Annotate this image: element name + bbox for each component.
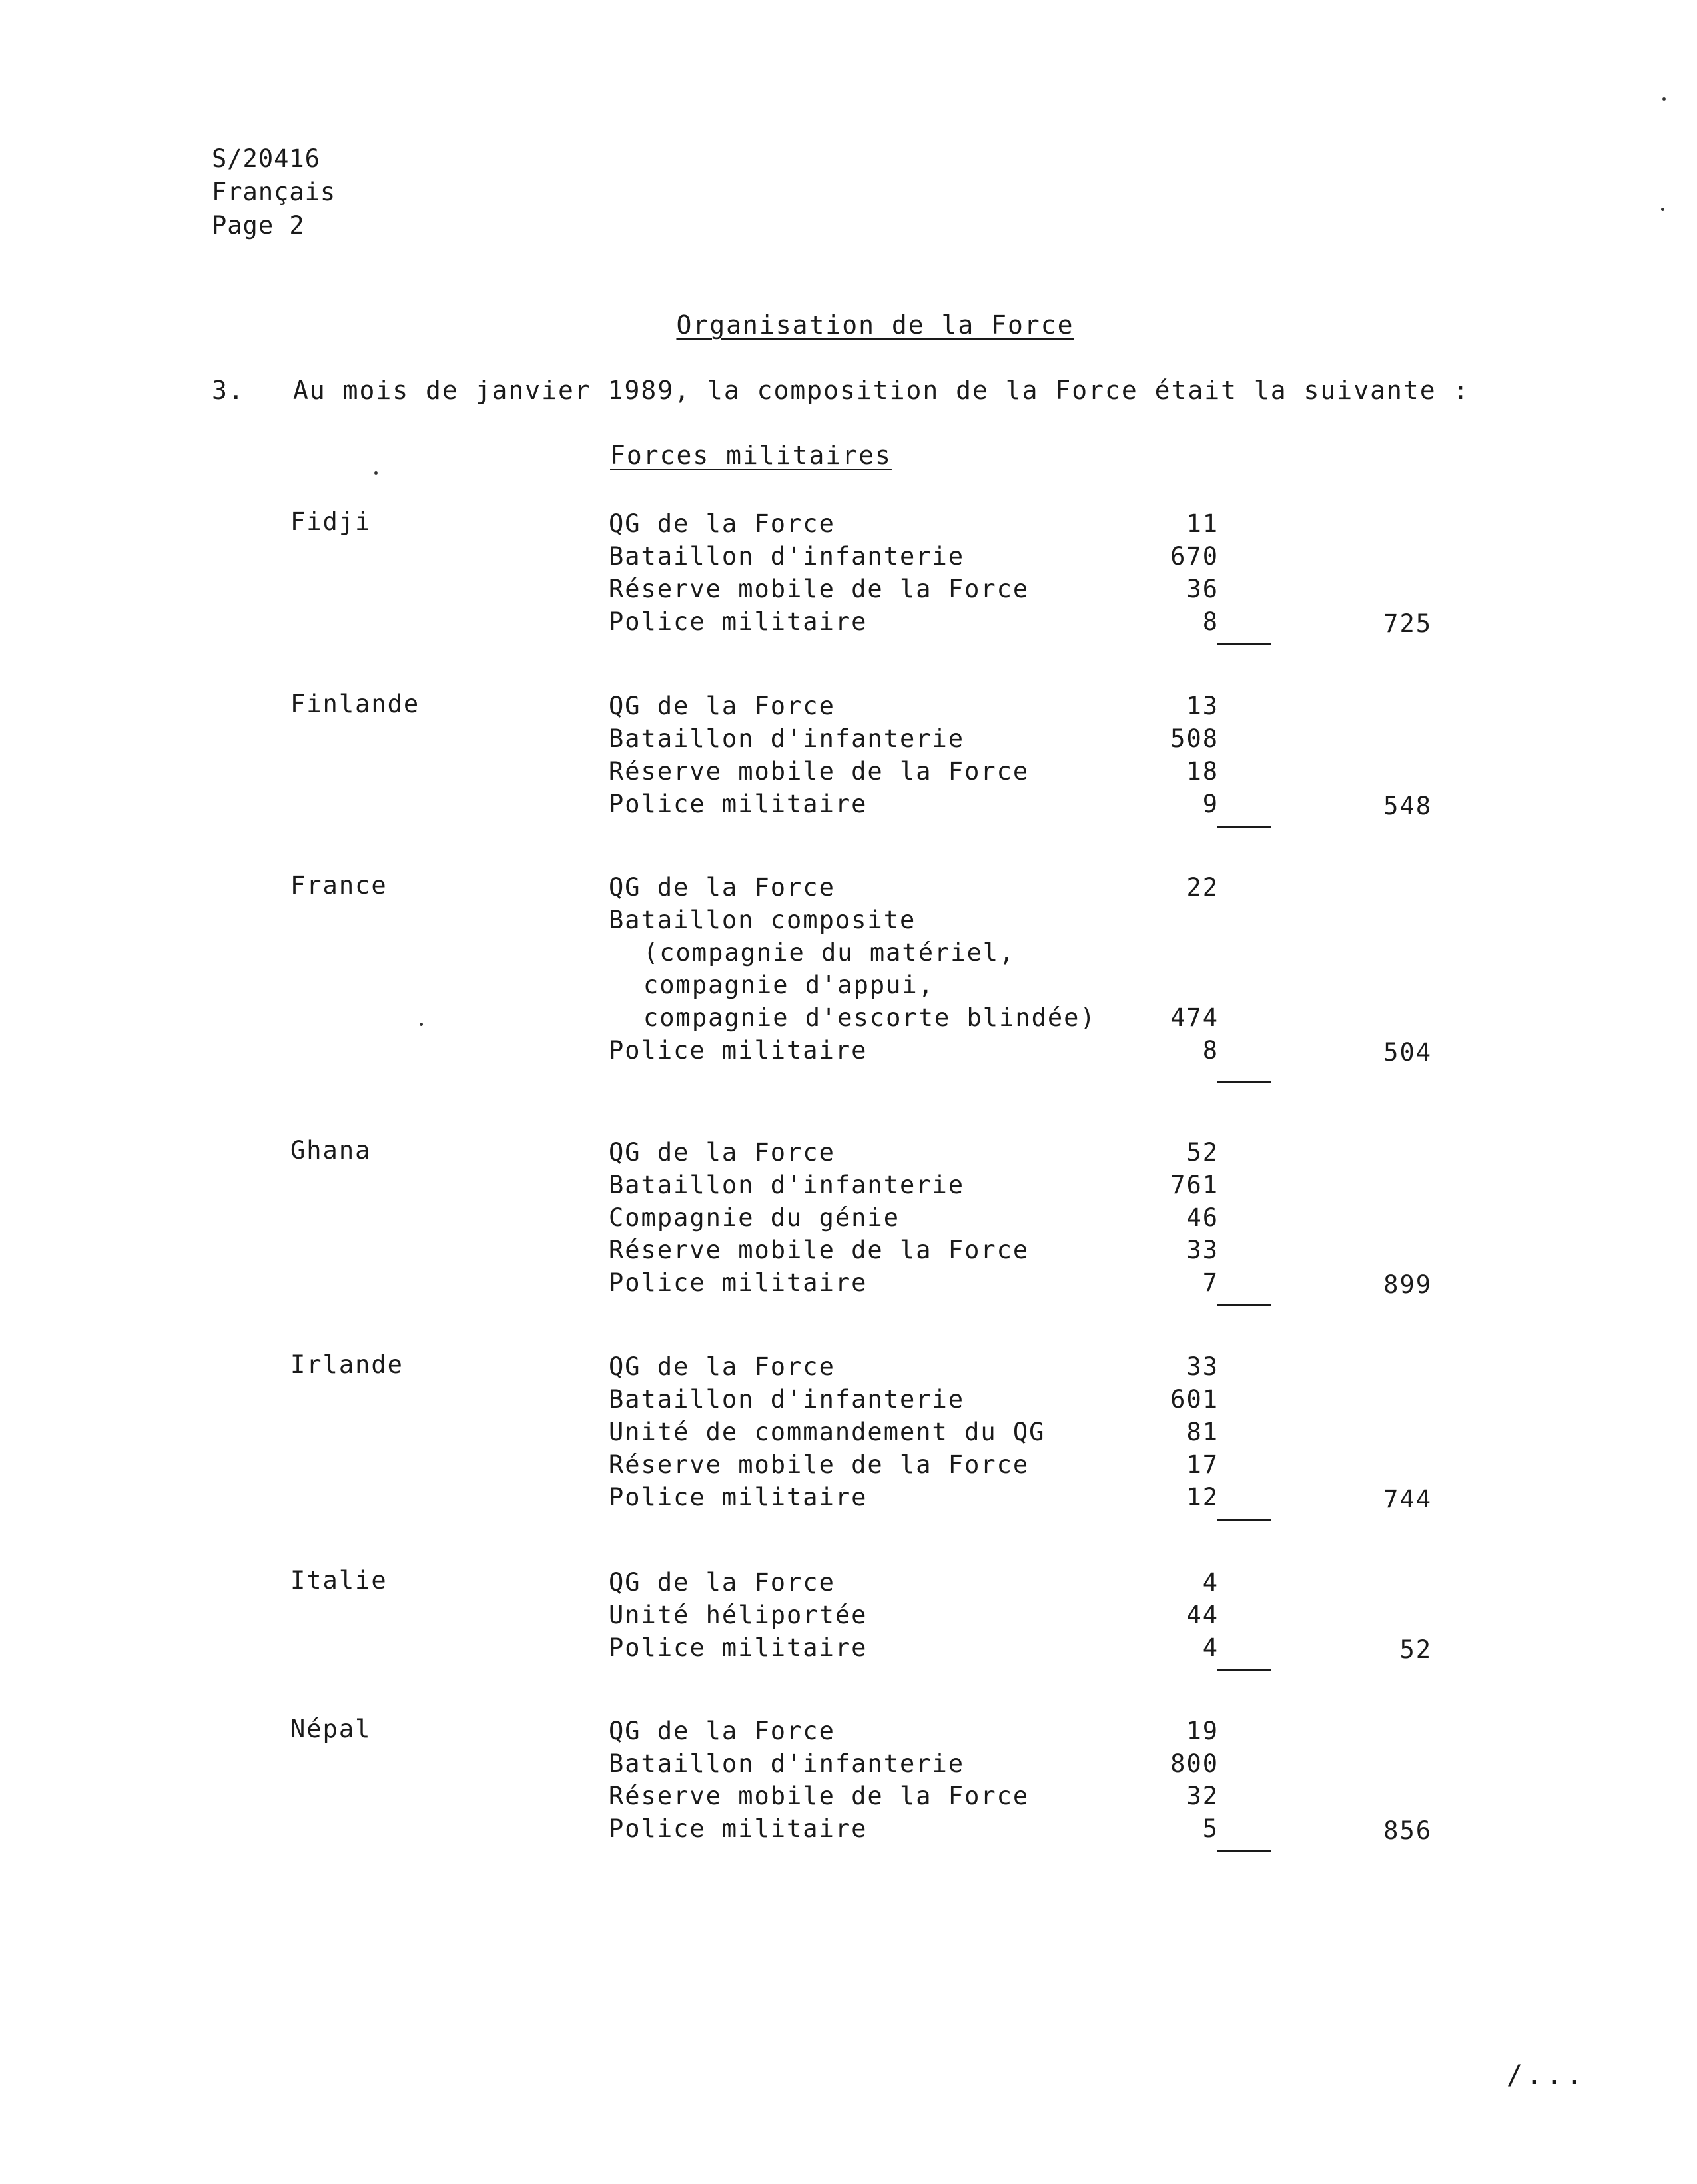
- unit-count: 508: [1170, 724, 1219, 753]
- scan-speck: [1661, 208, 1664, 211]
- subtotal-rule: [1217, 643, 1271, 645]
- paragraph-text: Au mois de janvier 1989, la composition de la Force était la suivante :: [293, 376, 1470, 405]
- unit-list: [609, 871, 1275, 1067]
- unit-row: [609, 722, 1275, 755]
- unit-label: QG de la Force: [609, 873, 835, 902]
- unit-label: QG de la Force: [609, 1138, 835, 1167]
- unit-row: [609, 1201, 1275, 1234]
- unit-label: Bataillon d'infanterie: [609, 1171, 965, 1199]
- unit-row: [609, 1383, 1275, 1416]
- country-total: 744: [1383, 1485, 1432, 1513]
- unit-count: 22: [1186, 873, 1219, 902]
- unit-count: 12: [1186, 1483, 1219, 1511]
- unit-label: Police militaire: [609, 1268, 868, 1297]
- unit-row: [609, 1001, 1275, 1034]
- unit-count: 670: [1170, 542, 1219, 571]
- subtotal-rule: [1217, 1669, 1271, 1671]
- unit-count: 44: [1186, 1601, 1219, 1629]
- unit-label: Bataillon d'infanterie: [609, 542, 965, 571]
- subtotal-rule: [1217, 826, 1271, 828]
- unit-label: Réserve mobile de la Force: [609, 757, 1030, 786]
- unit-row: [609, 507, 1275, 540]
- unit-row: [609, 1034, 1275, 1067]
- unit-label: Police militaire: [609, 1814, 868, 1843]
- unit-row: [609, 1169, 1275, 1201]
- unit-count: 33: [1186, 1352, 1219, 1381]
- subtotal-rule: [1217, 1081, 1271, 1083]
- unit-row: [609, 1481, 1275, 1513]
- unit-row: [609, 1416, 1275, 1448]
- subtotal-rule: [1217, 1850, 1271, 1852]
- unit-count: 5: [1202, 1814, 1219, 1843]
- unit-row: [609, 1599, 1275, 1631]
- country-name: Italie: [290, 1566, 388, 1595]
- unit-row: [609, 1747, 1275, 1780]
- scan-speck: [374, 471, 378, 475]
- unit-row: [609, 1812, 1275, 1845]
- unit-label: Réserve mobile de la Force: [609, 1782, 1030, 1810]
- unit-label: Bataillon d'infanterie: [609, 724, 965, 753]
- document-language: Français: [212, 178, 336, 206]
- unit-label: Police militaire: [609, 607, 868, 636]
- country-name: France: [290, 871, 388, 900]
- unit-list: [609, 690, 1275, 820]
- unit-label: Unité de commandement du QG: [609, 1418, 1046, 1446]
- unit-count: 8: [1202, 1036, 1219, 1065]
- unit-count: 9: [1202, 790, 1219, 818]
- unit-label: Police militaire: [609, 1036, 868, 1065]
- unit-count: 52: [1186, 1138, 1219, 1167]
- unit-label: QG de la Force: [609, 1568, 835, 1597]
- unit-count: 800: [1170, 1749, 1219, 1778]
- country-name: Irlande: [290, 1350, 404, 1379]
- document-header: [212, 142, 336, 242]
- section-title-text: Organisation de la Force: [676, 310, 1074, 340]
- unit-list: [609, 1715, 1275, 1845]
- unit-label: Unité héliportée: [609, 1601, 868, 1629]
- unit-label: Police militaire: [609, 790, 868, 818]
- unit-count: 46: [1186, 1203, 1219, 1232]
- unit-row: [609, 1566, 1275, 1599]
- document-symbol: S/20416: [212, 144, 320, 173]
- country-total: 899: [1383, 1270, 1432, 1299]
- section-title: [0, 310, 1697, 340]
- unit-list: [609, 1350, 1275, 1513]
- unit-label: Réserve mobile de la Force: [609, 1450, 1030, 1479]
- unit-count: 13: [1186, 692, 1219, 720]
- continuation-mark: /...: [1507, 2060, 1587, 2091]
- subtotal-rule: [1217, 1519, 1271, 1521]
- country-name: Fidji: [290, 507, 372, 536]
- unit-row: [609, 788, 1275, 820]
- unit-count: 32: [1186, 1782, 1219, 1810]
- unit-label: Bataillon composite: [609, 906, 916, 934]
- unit-row: [609, 540, 1275, 573]
- unit-row: [609, 969, 1275, 1001]
- unit-list: [609, 1136, 1275, 1299]
- scan-speck: [1662, 97, 1666, 101]
- unit-label: QG de la Force: [609, 692, 835, 720]
- unit-label: (compagnie du matériel,: [643, 938, 1016, 967]
- unit-row: [609, 690, 1275, 722]
- unit-row: [609, 904, 1275, 936]
- page-number: Page 2: [212, 211, 305, 240]
- unit-count: 11: [1186, 509, 1219, 538]
- unit-label: Police militaire: [609, 1633, 868, 1662]
- unit-count: 81: [1186, 1418, 1219, 1446]
- unit-label: Réserve mobile de la Force: [609, 575, 1030, 603]
- paragraph-number: 3.: [212, 376, 245, 405]
- country-total: 856: [1383, 1816, 1432, 1845]
- scan-speck: [420, 1023, 423, 1026]
- country-name: Finlande: [290, 690, 420, 718]
- country-total: 725: [1383, 609, 1432, 638]
- unit-list: [609, 1566, 1275, 1664]
- unit-label: Bataillon d'infanterie: [609, 1749, 965, 1778]
- unit-count: 7: [1202, 1268, 1219, 1297]
- unit-row: [609, 573, 1275, 605]
- subsection-title: Forces militaires: [610, 441, 892, 470]
- unit-row: [609, 1448, 1275, 1481]
- unit-row: [609, 1234, 1275, 1266]
- subtotal-rule: [1217, 1304, 1271, 1306]
- unit-count: 18: [1186, 757, 1219, 786]
- country-total: 52: [1399, 1635, 1432, 1664]
- unit-label: Réserve mobile de la Force: [609, 1236, 1030, 1264]
- unit-row: [609, 1266, 1275, 1299]
- unit-count: 8: [1202, 607, 1219, 636]
- unit-list: [609, 507, 1275, 638]
- unit-row: [609, 1631, 1275, 1664]
- unit-label: compagnie d'escorte blindée): [643, 1003, 1096, 1032]
- country-total: 548: [1383, 792, 1432, 820]
- unit-count: 33: [1186, 1236, 1219, 1264]
- paragraph-3: [212, 376, 1469, 405]
- country-name: Ghana: [290, 1136, 372, 1165]
- unit-label: Compagnie du génie: [609, 1203, 900, 1232]
- unit-label: QG de la Force: [609, 1352, 835, 1381]
- unit-row: [609, 605, 1275, 638]
- unit-label: QG de la Force: [609, 509, 835, 538]
- unit-label: QG de la Force: [609, 1717, 835, 1745]
- unit-row: [609, 1350, 1275, 1383]
- unit-count: 4: [1202, 1633, 1219, 1662]
- unit-count: 474: [1170, 1003, 1219, 1032]
- unit-label: Bataillon d'infanterie: [609, 1385, 965, 1414]
- unit-label: compagnie d'appui,: [643, 971, 934, 999]
- unit-row: [609, 1715, 1275, 1747]
- unit-row: [609, 1136, 1275, 1169]
- unit-count: 17: [1186, 1450, 1219, 1479]
- country-total: 504: [1383, 1038, 1432, 1067]
- unit-row: [609, 755, 1275, 788]
- unit-count: 36: [1186, 575, 1219, 603]
- unit-label: Police militaire: [609, 1483, 868, 1511]
- unit-row: [609, 1780, 1275, 1812]
- unit-count: 761: [1170, 1171, 1219, 1199]
- unit-count: 4: [1202, 1568, 1219, 1597]
- unit-row: [609, 871, 1275, 904]
- country-name: Népal: [290, 1715, 372, 1743]
- unit-count: 601: [1170, 1385, 1219, 1414]
- unit-count: 19: [1186, 1717, 1219, 1745]
- unit-row: [609, 936, 1275, 969]
